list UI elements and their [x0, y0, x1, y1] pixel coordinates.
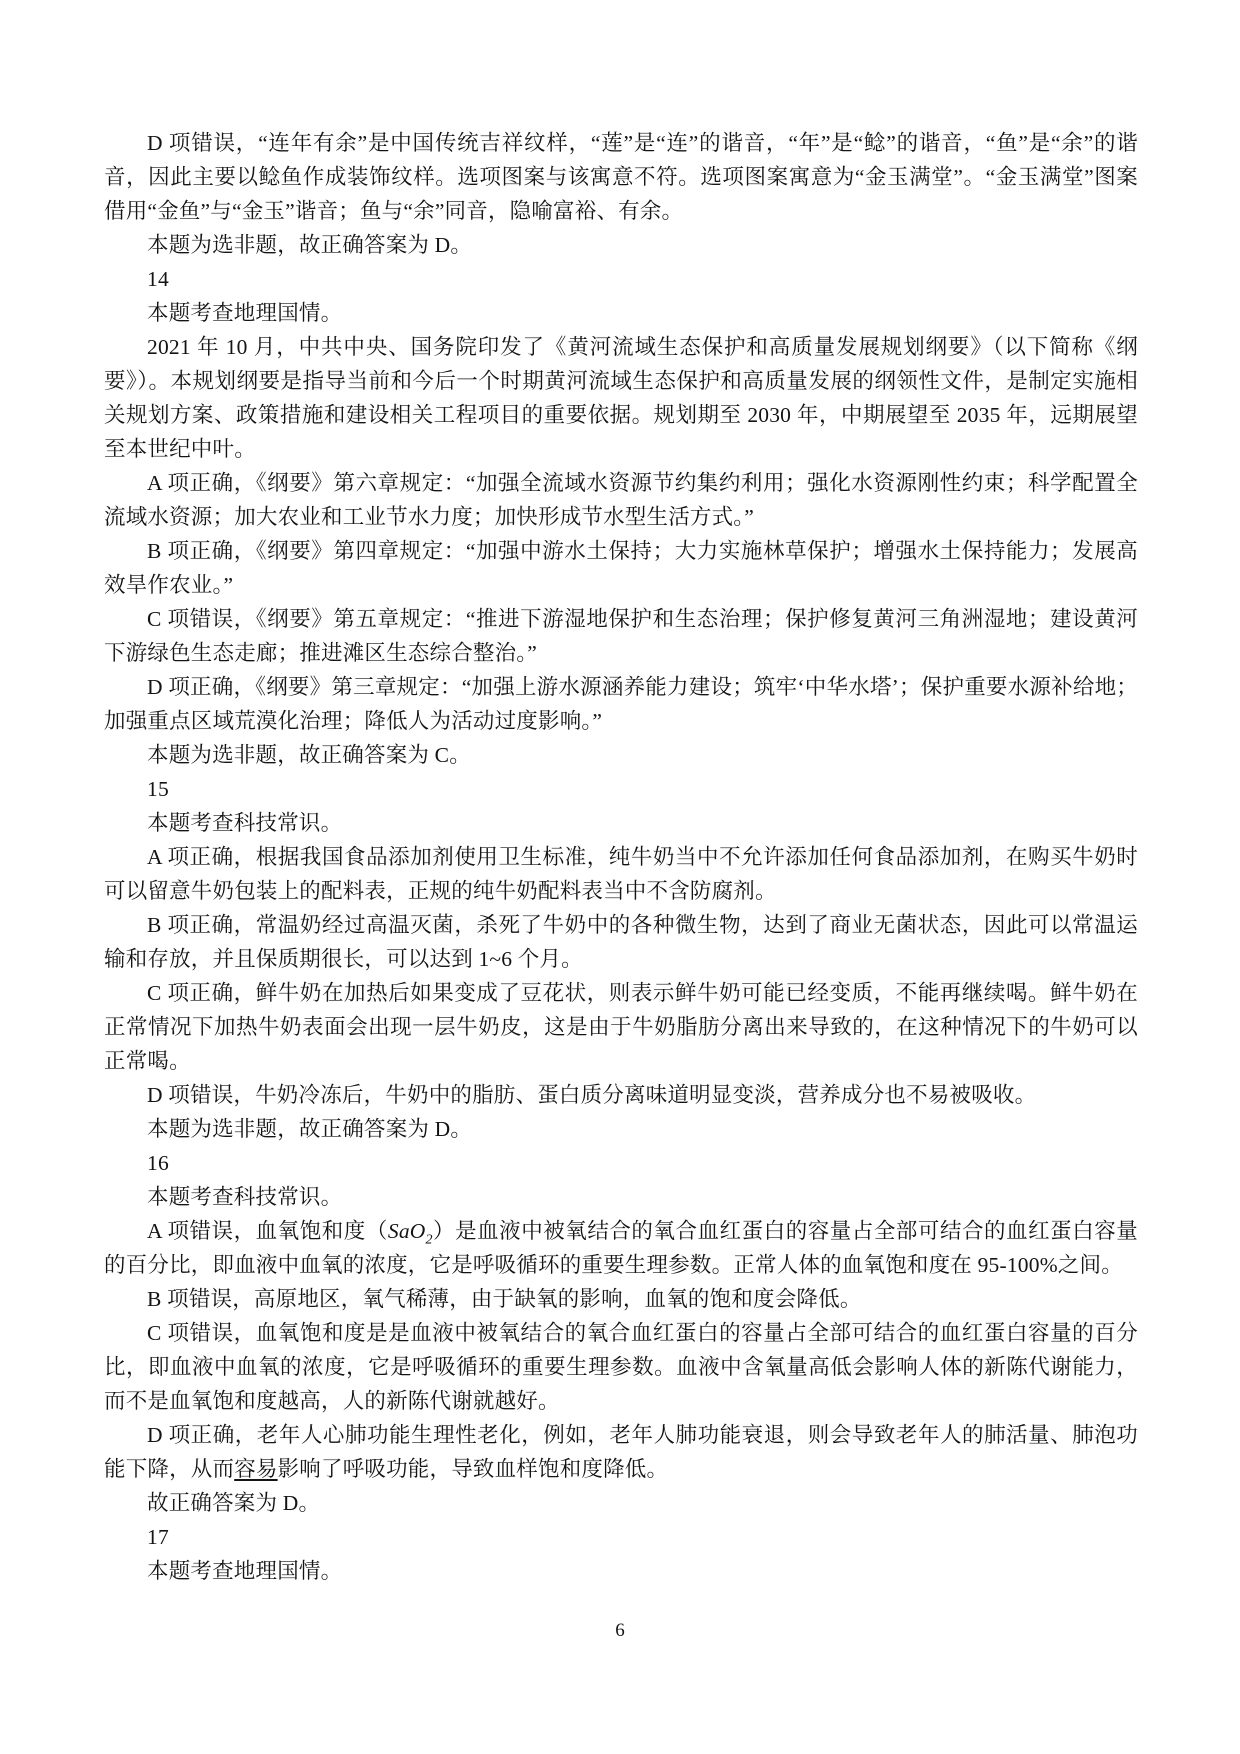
text-segment: ）是血液中被氧结合的氧合血红蛋白的容量占全部可结合的血红蛋白容量的百分比，即血液中血氧的浓度，它是呼吸循环的重要生理参数。正常人体的血氧饱和度在 95-100%之间。: [104, 1219, 1139, 1277]
q16-option-a-analysis: [104, 1214, 1138, 1282]
q13-option-d-analysis: D 项错误，“连年有余”是中国传统吉祥纹样，“莲”是“连”的谐音，“年”是“鲶”的谐音，“鱼”是“余”的谐音，因此主要以鲶鱼作成装饰纹样。选项图案与该寓意不符。选项图案寓意为“金玉满堂”。“金玉满堂”图案借用“金鱼”与“金玉”谐音；鱼与“余”同音，隐喻富裕、有余。: [104, 131, 1138, 223]
page-number: 6: [615, 1620, 625, 1641]
q17-question-number: 17: [147, 1525, 169, 1549]
q13-answer-line: 本题为选非题，故正确答案为 D。: [147, 233, 473, 257]
q15-question-number: 15: [147, 777, 169, 801]
formula-subscript: 2: [425, 1232, 433, 1248]
sao2-formula: [387, 1219, 433, 1248]
text-segment: 影响了呼吸功能，导致血样饱和度降低。: [277, 1457, 669, 1481]
q14-option-d-analysis: D 项正确，《纲要》第三章规定：“加强上游水源涵养能力建设；筑牢‘中华水塔’；保护重要水源补给地；加强重点区域荒漠化治理；降低人为活动过度影响。”: [104, 675, 1138, 733]
formula-base: SaO: [387, 1219, 426, 1243]
q14-option-c-analysis: C 项错误，《纲要》第五章规定：“推进下游湿地保护和生态治理；保护修复黄河三角洲湿地；建设黄河下游绿色生态走廊；推进滩区生态综合整治。”: [104, 607, 1138, 665]
q16-question-number: 16: [147, 1151, 169, 1175]
q17-topic-line: 本题考查地理国情。: [147, 1559, 343, 1583]
q16-option-b-analysis: B 项错误，高原地区，氧气稀薄，由于缺氧的影响，血氧的饱和度会降低。: [147, 1287, 862, 1311]
q14-answer-line: 本题为选非题，故正确答案为 C。: [147, 743, 471, 767]
answer-explanations-text-block: [104, 126, 1138, 1588]
text-segment: D 项正确，老年人心肺功能生理性老化，例如，老年人肺功能衰退，则会导致老年人的肺活量、肺泡功能下降，从而: [104, 1423, 1138, 1481]
q14-topic-line: 本题考查地理国情。: [147, 301, 343, 325]
text-segment: A 项错误，血氧饱和度（: [147, 1219, 388, 1243]
q15-option-d-analysis: D 项错误，牛奶冷冻后，牛奶中的脂肪、蛋白质分离味道明显变淡，营养成分也不易被吸收。: [147, 1083, 1037, 1107]
q16-answer-line: 故正确答案为 D。: [147, 1491, 321, 1515]
q16-option-c-analysis: C 项错误，血氧饱和度是是血液中被氧结合的氧合血红蛋白的容量占全部可结合的血红蛋白容量的百分比，即血液中血氧的浓度，它是呼吸循环的重要生理参数。血液中含氧量高低会影响人体的新陈代谢能力，而不是血氧饱和度越高，人的新陈代谢就越好。: [104, 1321, 1138, 1413]
q16-option-d-analysis: [104, 1418, 1138, 1486]
q14-question-number: 14: [147, 267, 169, 291]
q15-answer-line: 本题为选非题，故正确答案为 D。: [147, 1117, 473, 1141]
q14-intro-paragraph: 2021 年 10 月，中共中央、国务院印发了《黄河流域生态保护和高质量发展规划纲要》（以下简称《纲要》）。本规划纲要是指导当前和今后一个时期黄河流域生态保护和高质量发展的纲领性文件，是制定实施相关规划方案、政策措施和建设相关工程项目的重要依据。规划期至 2030 年，中期展望至 2035 年，远期展望至本世纪中叶。: [104, 335, 1138, 461]
q15-option-b-analysis: B 项正确，常温奶经过高温灭菌，杀死了牛奶中的各种微生物，达到了商业无菌状态，因此可以常温运输和存放，并且保质期很长，可以达到 1~6 个月。: [104, 913, 1138, 971]
q15-topic-line: 本题考查科技常识。: [147, 811, 343, 835]
underlined-text: 容易: [234, 1457, 278, 1481]
q14-option-a-analysis: A 项正确，《纲要》第六章规定：“加强全流域水资源节约集约利用；强化水资源刚性约束；科学配置全流域水资源；加大农业和工业节水力度；加快形成节水型生活方式。”: [104, 471, 1138, 529]
q15-option-c-analysis: C 项正确，鲜牛奶在加热后如果变成了豆花状，则表示鲜牛奶可能已经变质，不能再继续喝。鲜牛奶在正常情况下加热牛奶表面会出现一层牛奶皮，这是由于牛奶脂肪分离出来导致的，在这种情况下的牛奶可以正常喝。: [104, 981, 1138, 1073]
q15-option-a-analysis: A 项正确，根据我国食品添加剂使用卫生标准，纯牛奶当中不允许添加任何食品添加剂，在购买牛奶时可以留意牛奶包装上的配料表，正规的纯牛奶配料表当中不含防腐剂。: [104, 845, 1138, 903]
q16-topic-line: 本题考查科技常识。: [147, 1185, 343, 1209]
q14-option-b-analysis: B 项正确，《纲要》第四章规定：“加强中游水土保持；大力实施林草保护；增强水土保持能力；发展高效旱作农业。”: [104, 539, 1138, 597]
